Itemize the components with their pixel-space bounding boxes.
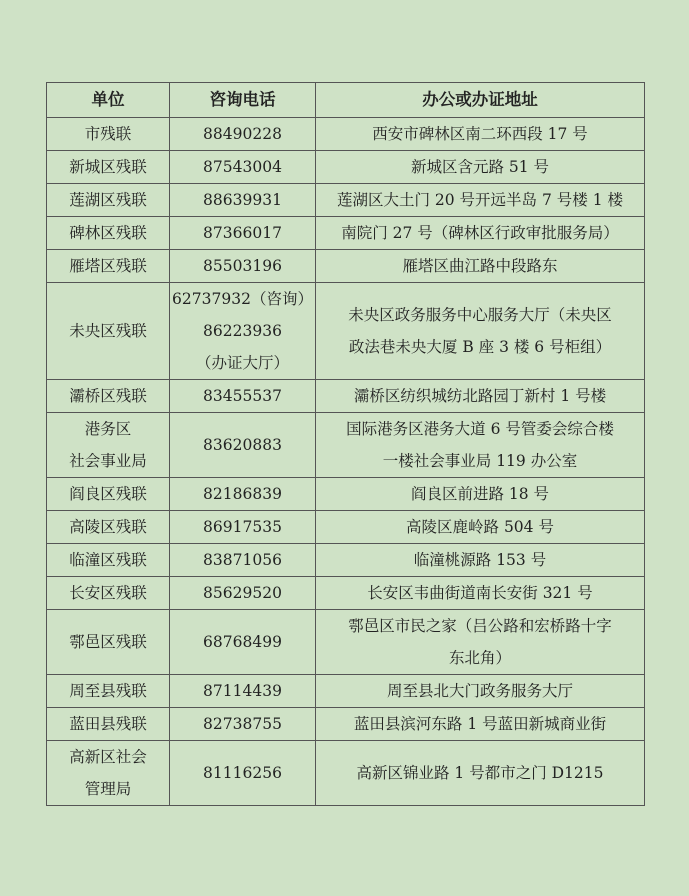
phone-cell-text: 87543004 (203, 158, 282, 176)
unit-cell-text: 周至县残联 (69, 682, 147, 700)
phone-cell (170, 708, 316, 741)
address-cell-text: 新城区含元路 51 号 (410, 158, 550, 176)
phone-cell (170, 610, 316, 675)
address-cell-text: 临潼桃源路 153 号 (413, 551, 547, 569)
unit-cell-text: 高陵区残联 (69, 518, 147, 536)
table-row (47, 184, 645, 217)
address-cell-text: 南院门 27 号（碑林区行政审批服务局） (341, 224, 619, 242)
phone-cell-text: 81116256 (203, 764, 282, 782)
phone-cell (170, 250, 316, 283)
table-row (47, 675, 645, 708)
table-row (47, 151, 645, 184)
address-cell (316, 511, 645, 544)
unit-cell-text: 新城区残联 (69, 158, 147, 176)
unit-cell-text: 灞桥区残联 (69, 387, 147, 405)
unit-cell (47, 217, 170, 250)
phone-cell-text: 82186839 (203, 485, 282, 503)
address-cell (316, 544, 645, 577)
address-cell (316, 675, 645, 708)
address-cell (316, 413, 645, 478)
phone-cell (170, 151, 316, 184)
phone-cell (170, 413, 316, 478)
unit-cell (47, 184, 170, 217)
phone-cell-text: 88490228 (203, 125, 282, 143)
address-cell-text: 灞桥区纺织城纺北路园丁新村 1 号楼 (353, 387, 607, 405)
address-cell (316, 250, 645, 283)
phone-cell-text: 83455537 (203, 387, 282, 405)
phone-cell (170, 380, 316, 413)
unit-cell (47, 708, 170, 741)
unit-cell (47, 413, 170, 478)
phone-cell-text: 68768499 (203, 633, 282, 651)
address-cell-text: 国际港务区港务大道 6 号管委会综合楼 (346, 420, 614, 438)
phone-cell (170, 478, 316, 511)
address-cell (316, 577, 645, 610)
unit-cell (47, 151, 170, 184)
unit-cell-text: 高新区社会 (69, 748, 147, 766)
unit-cell (47, 511, 170, 544)
phone-cell (170, 184, 316, 217)
table-row (47, 544, 645, 577)
phone-cell (170, 577, 316, 610)
address-cell-text: 莲湖区大土门 20 号开远半岛 7 号楼 1 楼 (336, 191, 623, 209)
unit-cell (47, 544, 170, 577)
phone-cell (170, 544, 316, 577)
address-cell (316, 741, 645, 806)
header-unit: 单位 (47, 83, 170, 118)
address-cell (316, 118, 645, 151)
table-body (47, 118, 645, 806)
address-cell (316, 380, 645, 413)
address-cell-text: 鄠邑区市民之家（吕公路和宏桥路十字 (348, 617, 612, 635)
unit-cell-text: 莲湖区残联 (69, 191, 147, 209)
address-cell (316, 610, 645, 675)
contact-table (46, 82, 645, 806)
phone-cell-text: 85503196 (203, 257, 282, 275)
phone-cell-text: 86917535 (203, 518, 282, 536)
phone-cell-text: 88639931 (203, 191, 282, 209)
unit-cell-text: 长安区残联 (69, 584, 147, 602)
address-cell-text: 蓝田县滨河东路 1 号蓝田新城商业街 (353, 715, 607, 733)
phone-cell-text: （办证大厅） (195, 354, 289, 372)
unit-cell-text: 阎良区残联 (69, 485, 147, 503)
unit-cell (47, 741, 170, 806)
address-cell (316, 217, 645, 250)
address-cell-text: 阎良区前进路 18 号 (410, 485, 550, 503)
address-cell (316, 478, 645, 511)
table-row (47, 283, 645, 380)
table-header-row (47, 83, 645, 118)
unit-cell (47, 250, 170, 283)
table-row (47, 250, 645, 283)
phone-cell (170, 118, 316, 151)
table-row (47, 708, 645, 741)
address-cell-text: 周至县北大门政务服务大厅 (386, 682, 573, 700)
unit-cell-text: 蓝田县残联 (69, 715, 147, 733)
unit-cell-text: 鄠邑区残联 (69, 633, 147, 651)
phone-cell-text: 87366017 (203, 224, 282, 242)
unit-cell-text: 雁塔区残联 (69, 257, 147, 275)
address-cell-text: 未央区政务服务中心服务大厅（未央区 (348, 306, 612, 324)
phone-cell-text: 83620883 (203, 436, 282, 454)
table-row (47, 741, 645, 806)
phone-cell (170, 217, 316, 250)
table-row (47, 478, 645, 511)
table-row (47, 380, 645, 413)
unit-cell (47, 610, 170, 675)
address-cell-text: 一楼社会事业局 119 办公室 (382, 452, 578, 470)
unit-cell (47, 118, 170, 151)
phone-cell (170, 283, 316, 380)
address-cell-text: 雁塔区曲江路中段路东 (402, 257, 558, 275)
table-row (47, 118, 645, 151)
address-cell-text: 高陵区鹿岭路 504 号 (406, 518, 554, 536)
unit-cell (47, 380, 170, 413)
address-cell-text: 政法巷未央大厦 B 座 3 楼 6 号柜组） (348, 338, 612, 356)
unit-cell-text: 碑林区残联 (69, 224, 147, 242)
phone-cell-text: 87114439 (203, 682, 282, 700)
table-row (47, 217, 645, 250)
phone-cell-text: 86223936 (203, 322, 282, 340)
unit-cell (47, 283, 170, 380)
unit-cell (47, 478, 170, 511)
phone-cell (170, 741, 316, 806)
address-cell (316, 708, 645, 741)
table-row (47, 413, 645, 478)
unit-cell-text: 港务区 (84, 420, 132, 438)
table-row (47, 511, 645, 544)
address-cell-text: 西安市碑林区南二环西段 17 号 (372, 125, 588, 143)
address-cell-text: 东北角） (448, 649, 511, 667)
phone-cell (170, 675, 316, 708)
unit-cell-text: 管理局 (84, 780, 132, 798)
unit-cell-text: 临潼区残联 (69, 551, 147, 569)
address-cell-text: 长安区韦曲街道南长安街 321 号 (367, 584, 593, 602)
phone-cell (170, 511, 316, 544)
unit-cell-text: 未央区残联 (69, 322, 147, 340)
phone-cell-text: 83871056 (203, 551, 282, 569)
unit-cell (47, 577, 170, 610)
address-cell (316, 184, 645, 217)
table-row (47, 577, 645, 610)
phone-cell-text: 85629520 (203, 584, 282, 602)
unit-cell (47, 675, 170, 708)
address-cell (316, 283, 645, 380)
address-cell (316, 151, 645, 184)
header-phone: 咨询电话 (170, 83, 316, 118)
phone-cell-text: 62737932（咨询） (172, 290, 313, 308)
address-cell-text: 高新区锦业路 1 号都市之门 D1215 (356, 764, 604, 782)
phone-cell-text: 82738755 (203, 715, 282, 733)
header-address: 办公或办证地址 (316, 83, 645, 118)
unit-cell-text: 市残联 (84, 125, 132, 143)
table-row (47, 610, 645, 675)
unit-cell-text: 社会事业局 (69, 452, 147, 470)
